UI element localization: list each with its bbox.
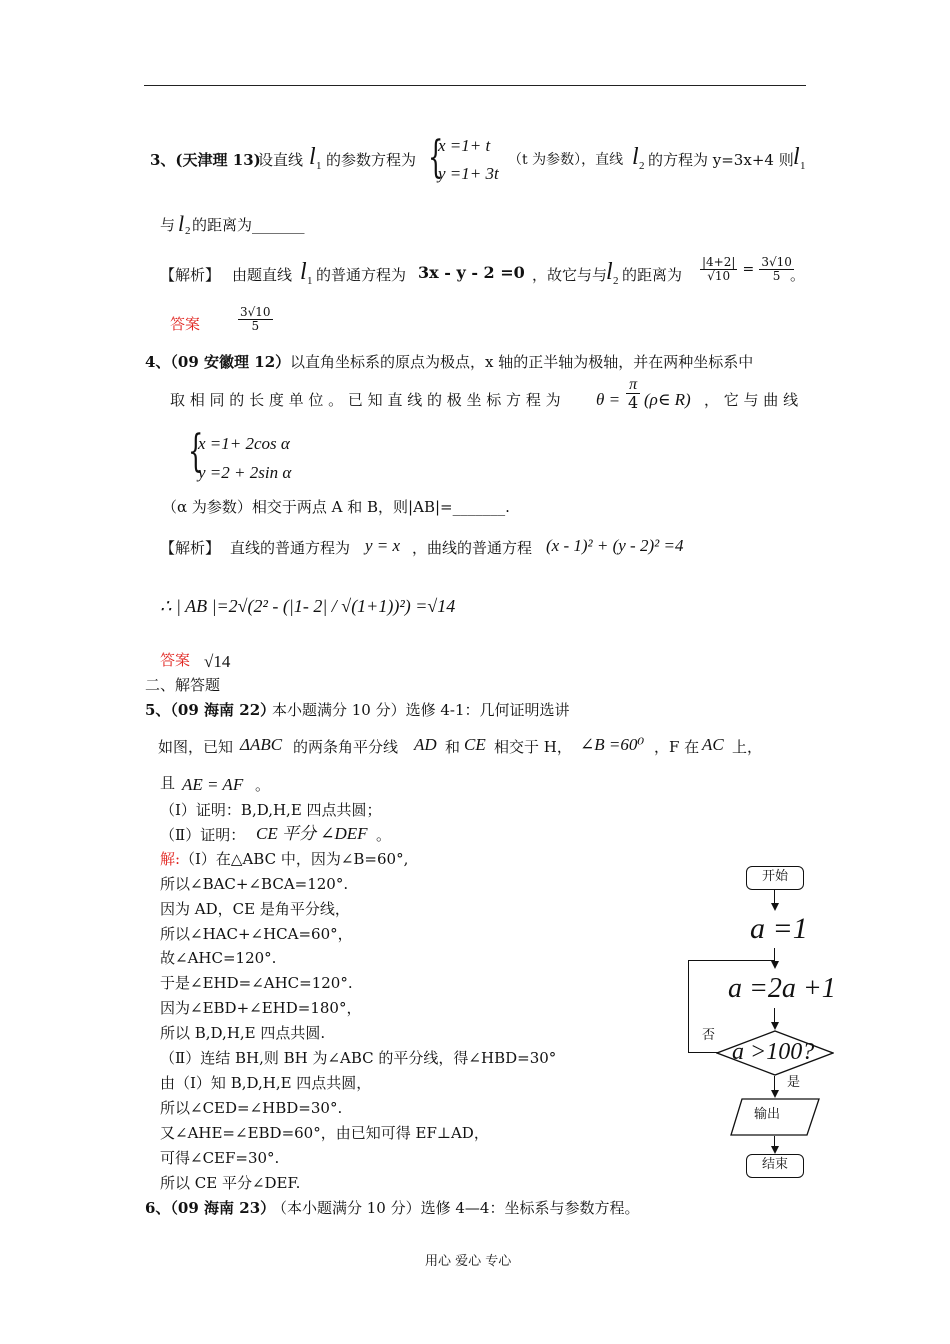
problem-6-label: 6、（09 海南 23） <box>145 1199 276 1217</box>
solution-line: 于是∠EHD=∠AHC=120°. <box>160 974 353 992</box>
flowchart-condition: a >100? <box>732 1039 815 1065</box>
solution-line: 所以∠BAC+∠BCA=120°. <box>160 875 349 893</box>
solution-line: 因为∠EBD+∠EHD=180°， <box>160 999 362 1017</box>
solution-line: （Ⅱ）连结 BH,则 BH 为∠ABC 的平分线，得∠HBD=30° <box>160 1049 557 1067</box>
problem-3-label: 3、(天津理 13) <box>150 151 261 169</box>
segment-ac: AC <box>702 735 724 754</box>
intro-c: 和 <box>445 738 461 756</box>
arrow-icon <box>771 1146 779 1154</box>
answer-label: 答案 <box>160 651 191 669</box>
problem-5-label: 5、（09 海南 22） <box>145 701 276 719</box>
flowchart-start <box>746 866 804 890</box>
loop-left <box>688 960 689 1053</box>
answer-value: √14 <box>204 652 231 671</box>
problem-3-line2-a: 与 <box>160 216 176 234</box>
analysis-text-a: 直线的普通方程为 <box>230 539 351 557</box>
solution-label: 解: <box>160 850 181 868</box>
l1-symbol: l <box>300 259 307 285</box>
connector <box>774 948 775 962</box>
question-2-b: 。 <box>376 826 392 844</box>
problem-4-label: 4、（09 安徽理 12） <box>145 353 291 371</box>
problem-3-text-d: 的方程为 y=3x+4 则 <box>648 151 794 169</box>
analysis-text-b: 的普通方程为 <box>316 266 407 284</box>
fraction-denominator: 4 <box>628 393 639 412</box>
loop-top <box>688 960 774 961</box>
analysis-label: 【解析】 <box>160 266 221 284</box>
fraction-numerator: 3√10 <box>240 305 271 319</box>
problem-4-line2-a: 取 相 同 的 长 度 单 位 。 已 知 直 线 的 极 坐 标 方 程 为 <box>170 391 561 409</box>
problem-4-line3: （α 为参数）相交于两点 A 和 B，则|AB|=_______. <box>162 498 510 516</box>
l1-subscript: 1 <box>316 160 322 172</box>
question-2-eq: CE 平分 ∠DEF <box>256 824 368 843</box>
arrow-icon <box>771 1090 779 1098</box>
flowchart-no-label: 否 <box>702 1028 716 1043</box>
pi-over-4 <box>626 376 640 411</box>
flowchart-yes-label: 是 <box>787 1075 801 1090</box>
solution-line: 所以∠CED=∠HBD=30°. <box>160 1099 343 1117</box>
l1-subscript: 1 <box>800 160 806 172</box>
curve-eq-y: y =2 + 2sin α <box>198 463 292 482</box>
solution-line: 可得∠CEF=30°. <box>160 1149 280 1167</box>
intro-f: 上， <box>732 738 763 756</box>
solution-line: 所以∠HAC+∠HCA=60°， <box>160 925 353 943</box>
l1-symbol: l <box>309 144 316 170</box>
flowchart-update: a =2a +1 <box>728 973 836 1004</box>
section-heading: 二、解答题 <box>145 676 221 694</box>
solution-line: 所以 CE 平分∠DEF. <box>160 1174 301 1192</box>
intro-a: 如图，已知 <box>158 738 234 756</box>
problem-5-header: 本小题满分 10 分）选修 4-1：几何证明选讲 <box>272 701 570 719</box>
problem-3-text-c: （t 为参数），直线 <box>508 152 624 168</box>
system-brace: { <box>428 132 444 183</box>
intro-e: ，F 在 <box>654 738 700 756</box>
arrow-icon <box>771 1022 779 1030</box>
l2-subscript: 2 <box>185 225 191 237</box>
general-equation: 3x - y - 2 =0 <box>418 263 525 282</box>
problem-4-line1: 以直角坐标系的原点为极点，x 轴的正半轴为极轴，并在两种坐标系中 <box>290 353 754 371</box>
solution-line: 所以 B,D,H,E 四点共圆. <box>160 1024 326 1042</box>
fraction-numerator: |4+2| <box>702 255 736 269</box>
l2-subscript: 2 <box>639 160 645 172</box>
param-eq-y: y =1+ 3t <box>438 164 499 183</box>
arrow-icon <box>771 903 779 911</box>
fraction-numerator: π <box>626 376 640 394</box>
solution-line: 故∠AHC=120°. <box>160 949 277 967</box>
l1-symbol: l <box>793 144 800 170</box>
flowchart-start-label: 开始 <box>761 869 788 884</box>
problem-3-text-a: 设直线 <box>258 151 304 169</box>
line-equation: y = x <box>365 536 401 555</box>
l2-subscript: 2 <box>613 275 619 287</box>
question-2-a: （Ⅱ）证明： <box>160 826 246 844</box>
condition-a: 且 <box>160 774 176 792</box>
condition-eq: AE = AF <box>182 775 244 794</box>
intro-b: 的两条角平分线 <box>293 738 399 756</box>
polar-theta: θ = <box>596 390 621 409</box>
segment-ce: CE <box>464 735 486 754</box>
analysis-text-b: ，曲线的普通方程 <box>412 539 533 557</box>
fraction-numerator: 3√10 <box>761 255 792 269</box>
analysis-text-c: ，故它与与 <box>532 266 608 284</box>
segment-ad: AD <box>414 735 437 754</box>
flowchart-end-label: 结束 <box>761 1157 788 1172</box>
analysis-text-a: 由题直线 <box>232 266 293 284</box>
problem-6-header: （本小题满分 10 分）选修 4—4：坐标系与参数方程。 <box>272 1199 640 1217</box>
solution-line: 由（Ⅰ）知 B,D,H,E 四点共圆， <box>160 1074 372 1092</box>
fraction-denominator: 5 <box>251 319 260 333</box>
solution-line: 又∠AHE=∠EBD=60°，由已知可得 EF⊥AD， <box>160 1124 489 1142</box>
l2-symbol: l <box>632 144 639 170</box>
question-1: （Ⅰ）证明：B,D,H,E 四点共圆； <box>160 801 382 819</box>
system-brace: { <box>188 426 204 477</box>
arrow-icon <box>771 961 779 969</box>
curve-equation: (x - 1)² + (y - 2)² =4 <box>546 536 684 555</box>
flowchart-output: 输出 <box>754 1107 781 1122</box>
header-rule <box>144 85 806 86</box>
answer-value <box>238 306 273 333</box>
solution-line: （Ⅰ）在△ABC 中，因为∠B=60°, <box>180 850 409 868</box>
curve-eq-x: x =1+ 2cos α <box>198 434 290 453</box>
page-footer: 用心 爱心 专心 <box>425 1254 512 1269</box>
answer-label: 答案 <box>170 315 201 333</box>
analysis-end: 。 <box>790 266 806 284</box>
param-eq-x: x =1+ t <box>438 136 491 155</box>
polar-domain: (ρ∈ R) <box>644 390 691 409</box>
angle-b: ∠B =60⁰ <box>580 735 645 754</box>
l2-symbol: l <box>178 211 185 236</box>
distance-fraction: $\frac{|4+2|}{√10}$ = $\frac{3√10}{5}$ <box>702 255 792 283</box>
intro-d: 相交于 H， <box>494 738 572 756</box>
analysis-text-d: 的距离为 <box>622 266 683 284</box>
fraction-denominator: 5 <box>772 269 781 283</box>
problem-3-blank: 的距离为_______ <box>192 216 305 234</box>
analysis-label: 【解析】 <box>160 539 221 557</box>
problem-3-text-b: 的参数方程为 <box>326 151 417 169</box>
l2-symbol: l <box>606 259 613 285</box>
loop-bottom <box>688 1052 718 1053</box>
condition-b: 。 <box>255 776 271 794</box>
fraction-denominator: √10 <box>707 269 731 283</box>
solution-line: 因为 AD，CE 是角平分线， <box>160 900 350 918</box>
flowchart-init: a =1 <box>750 912 808 945</box>
flowchart-end <box>746 1154 804 1178</box>
triangle-abc: ΔABC <box>240 735 283 754</box>
ab-result: ∴ | AB |=2√(2² - (|1- 2| / √(1+1))²) =√14 <box>160 596 456 616</box>
problem-4-line2-b: ， 它 与 曲 线 <box>704 391 799 409</box>
l1-subscript: 1 <box>307 275 313 287</box>
